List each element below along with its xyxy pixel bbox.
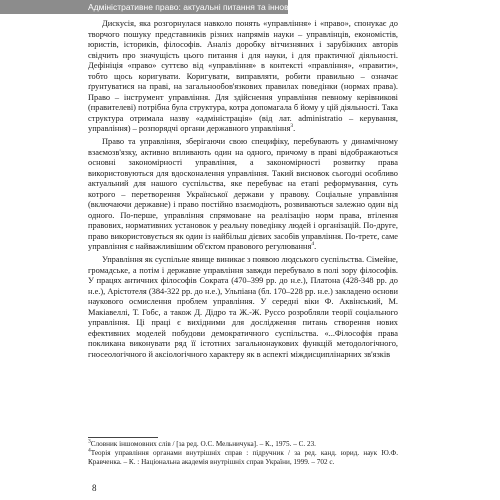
running-header-title: Адміністративне право: актуальні питання та інноваційні ідеї [88,2,328,12]
paragraph-2: Право та управління, зберігаючи свою специфіку, перебувають у динамічному взаємозв'язку, активно впливають один на одного, причому в праві відображаються основні закономірності управління, а закономірності розвитку права використовуються для вдосконалення управління. Такий висновок сьогодні особливо актуальний для нашого суспільства, яке перебуває на етапі реформування, суть котрого – перетворення Української держави у правову. Соціальне управління (включаючи державне) і право постійно взаємодіють, розвиваються залежно один від одного. По-перше, управління спрямоване на реалізацію норм права, втілення правових, нормативних установок у реальну поведінку людей і організацій. По-друге, право використовується як один із найбільш дієвих засобів управління. По-третє, саме управління є найважливішим об'єктом правового регулювання$^4$. [88,137,398,252]
body-text [88,19,398,361]
page-number: 8 [92,483,97,493]
footnote-item: $^4$Теорія управління органами внутрішніх справ : підручник / за ред. канд. юрид. наук Ю.Ф. Кравченка. – К. : Національна академія внутрішніх справ України, 1999. – 702 с. [88,447,398,466]
running-header [0,0,328,14]
paragraph-3: Управління як суспільне явище виникає з появою людського суспільства. Сімейне, громадське, а потім і державне управління завжди перебувало в полі зору філософів. У працях античних філософів Сократа (470–399 рр. до н.е.), Платона (428-348 рр. до н.е.), Арістотеля (384-322 рр. до н.е.), Ульпіана (бл. 170–228 рр. н.е.) закладено основи наукового осмислення проблем управління. У середні віки Ф. Аквінський, М. Макіавеллі, Т. Гобс, а також Д. Дідро та Ж.-Ж. Руссо розробляли теорії соціального управління. Ці праці є вихідними для дослідження питань створення нових ефективних моделей побудови демократичного суспільства. «...Філософія права покликана виконувати ряд її істотних загальнонаукових функцій методологічного, гносеологічного й аксіологічного характеру як в аспекті міждисциплінарних зв'язків [88,255,398,359]
footnotes [88,440,398,467]
footnote-number: 3 [88,438,91,445]
footnote-item: $^3$Словник іншомовних слів / [за ред. О.С. Мельничука]. – К., 1975. – С. 23. [88,438,316,448]
footnote-number: 4 [88,447,91,454]
paragraph-1: Дискусія, яка розгорнулася навколо понять «управління» і «право», спонукає до творчого пошуку представників різних напрямів науки – управлінців, економістів, юристів, істориків, філософів. Аналіз доробку вітчизняних і зарубіжних авторів свідчить про значущість цього питання і для науки, і для практичної діяльності. Дефініція «право» суттєво від «управління» в контексті «правління», «правити», тобто щось коригувати. Коригувати, виправляти, робити правильно – означає ґрунтуватися на праві, на загальнообов'язкових правилах поведінки (нормах права). Право – інструмент управління. Для здійснення управління певному керівникові (правителеві) потрібна була структура, котра допомагала б йому у цій діяльності. Така структура отримала назву «адміністрація» (від лат. administratio – керування, управління) – розпорядчі органи державного управління$^3$. [88,19,398,134]
footnote-divider [88,437,158,438]
footnote-ref[interactable]: 4 [311,241,315,248]
footnote-ref[interactable]: 3 [290,123,294,130]
